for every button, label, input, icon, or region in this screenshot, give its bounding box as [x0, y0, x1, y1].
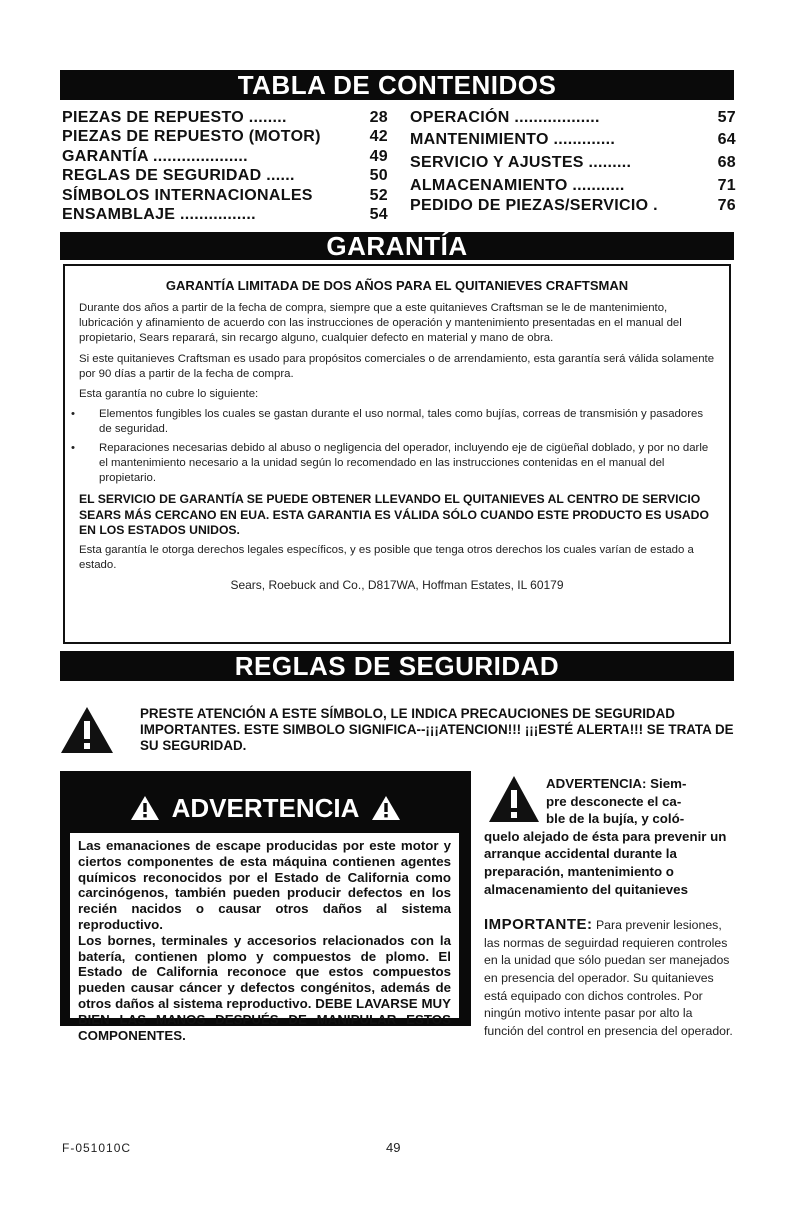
toc-entry-label: PIEZAS DE REPUESTO (MOTOR): [62, 128, 321, 146]
toc-entry-page: 71: [717, 177, 736, 195]
attention-text: PRESTE ATENCIÓN A ESTE SÍMBOLO, LE INDICA PRECAUCIONES DE SEGURIDAD IMPORTANTES. ESTE SIMBOLO SIGNIFICA--¡¡¡ATENCION!!! ¡¡¡ESTÉ ALERTA!!! SE TRATA DE SU SEGURIDAD.: [140, 706, 734, 753]
warning-line: ADVERTENCIA: Siem-: [546, 776, 687, 791]
warranty-title: GARANTÍA LIMITADA DE DOS AÑOS PARA EL QUITANIEVES CRAFTSMAN: [165, 278, 629, 293]
toc-entry-page: 68: [717, 154, 736, 172]
toc-entry[interactable]: [62, 205, 388, 224]
toc-entry-label: SERVICIO Y AJUSTES .........: [410, 154, 632, 172]
document-code: F-051010C: [62, 1141, 132, 1155]
importante-paragraph: [484, 916, 734, 1040]
advertencia-body: [70, 833, 459, 1043]
warning-triangle-icon: [371, 795, 401, 821]
toc-entry-page: 50: [369, 167, 388, 185]
advertencia-heading-row: [60, 793, 471, 823]
toc-entry-label: GARANTÍA ....................: [62, 147, 248, 165]
toc-entry[interactable]: [410, 108, 736, 127]
toc-entry[interactable]: [410, 196, 736, 215]
toc-entry-label: SÍMBOLOS INTERNACIONALES: [62, 186, 313, 204]
advertencia-heading: ADVERTENCIA: [171, 793, 360, 823]
toc-entry-page: 64: [717, 131, 736, 149]
warranty-banner: GARANTÍA: [60, 232, 734, 260]
toc-entry[interactable]: [410, 127, 736, 149]
warranty-paragraph: Si este quitanieves Craftsman es usado para propósitos comerciales o de arrendamiento, esta garantía será válida solamente por 90 días a partir de la fecha de compra.: [79, 352, 715, 380]
page-number: 49: [386, 1140, 401, 1155]
toc-entry-page: 52: [369, 186, 388, 204]
toc-entry-label: PIEZAS DE REPUESTO ........: [62, 109, 287, 126]
toc-entry-page: 76: [717, 196, 736, 214]
toc-entry-label: PEDIDO DE PIEZAS/SERVICIO .: [410, 196, 658, 214]
warranty-service-notice: EL SERVICIO DE GARANTÍA SE PUEDE OBTENER LLEVANDO EL QUITANIEVES AL CENTRO DE SERVICIO SEARS MÁS CERCANO EN EUA. ESTA GARANTIA ES VÁLIDA SÓLO CUANDO ESTE PRODUCTO ES USADO EN LOS ESTADOS UNIDOS.: [79, 492, 709, 538]
advertencia-paragraph: Los bornes, terminales y accesorios relacionados con la batería, contienen plomo y compuestos de plomo. El Estado de California reconoce que estos compuestos pueden causar cáncer y defectos congénitos, además de otros daños al sistema reproductivo. DEBE LAVARSE MUY BIEN LAS MANOS DESPUÉS DE MANIPULAR ESTOS COMPONENTES.: [78, 932, 451, 1043]
warning-line: pre desconecte el ca-: [546, 793, 682, 809]
advertencia-paragraph: Las emanaciones de escape producidas por este motor y ciertos componentes de esta máquina contienen agentes químicos reconocidos por el Estado de California como carcinógenos, también pueden producir defectos en los recién nacidos o causar otros daños al sistema reproductivo.: [78, 838, 451, 932]
toc-entry-label: ALMACENAMIENTO ...........: [410, 177, 625, 195]
toc-entry-page: 42: [369, 128, 388, 146]
warning-triangle-icon: [488, 775, 540, 823]
toc-entry-label: ENSAMBLAJE ................: [62, 205, 256, 223]
toc-entry-label: MANTENIMIENTO .............: [410, 131, 616, 149]
toc-entry[interactable]: [62, 108, 388, 127]
toc-entry-page: 54: [369, 205, 388, 223]
safety-banner: REGLAS DE SEGURIDAD: [60, 651, 734, 681]
toc-entry-label: OPERACIÓN ..................: [410, 109, 600, 126]
toc-banner: TABLA DE CONTENIDOS: [60, 70, 734, 100]
toc-entry[interactable]: [410, 176, 736, 195]
right-column: [484, 775, 734, 1040]
warranty-paragraph: Esta garantía le otorga derechos legales específicos, y es posible que tenga otros derechos los cuales varían de estado a estado.: [79, 544, 694, 572]
warranty-paragraph: Durante dos años a partir de la fecha de compra, siempre que a este quitanieves Craftsman se le de mantenimiento, lubricación y afinamiento de acuerdo con las instrucciones de operación y mantenimiento presentadas en el manual del propietario, Sears reparará, sin recargo alguno, cualquier defecto en material y mano de obra.: [79, 302, 682, 345]
list-item: • Elementos fungibles los cuales se gastan durante el uso normal, tales como bujías, correas de transmisión y pasadores de seguridad.: [79, 407, 715, 437]
list-item: • Reparaciones necesarias debido al abuso o negligencia del operador, incluyendo eje de cigüeñal doblado, y por no darle el mantenimiento necesario a la unidad según lo recomendado en las instrucciones contenidas en el manual del propietario.: [79, 441, 715, 487]
toc-entry-label: REGLAS DE SEGURIDAD ......: [62, 167, 295, 185]
warranty-paragraph: Esta garantía no cubre lo siguiente:: [79, 388, 259, 401]
warranty-address: Sears, Roebuck and Co., D817WA, Hoffman Estates, IL 60179: [230, 578, 564, 593]
toc-entry-page: 49: [369, 147, 388, 165]
warning-line: quelo alejado de ésta para prevenir un arranque accidental durante la preparación, mantenimiento o almacenamiento del quitanieves: [484, 828, 727, 897]
warning-triangle-icon: [130, 795, 160, 821]
toc-entry[interactable]: [62, 166, 388, 185]
toc-entry-page: 57: [717, 109, 736, 126]
toc-left-column: [62, 108, 388, 224]
warranty-box: [63, 264, 731, 644]
toc-right-column: [410, 108, 736, 215]
toc-entry[interactable]: [62, 186, 388, 205]
toc-entry[interactable]: [410, 149, 736, 176]
warranty-exclusions-list: [79, 407, 715, 486]
importante-text: Para prevenir lesiones, las normas de seguirdad requieren controles en la unidad que sólo puedan ser manejados en presencia del operador. Su quitanieves está equipado con dichos controles. Por ningún motivo intente pasar por alto la función del control en presencia del operador.: [484, 918, 733, 1038]
warning-line: ble de la bujía, y coló-: [546, 811, 685, 827]
importante-label: IMPORTANTE:: [484, 916, 593, 934]
warning-triangle-icon: [60, 706, 114, 754]
toc-entry-page: 28: [369, 109, 388, 126]
toc-entry[interactable]: [62, 147, 388, 166]
advertencia-panel: [60, 771, 471, 1043]
toc-entry[interactable]: [62, 127, 388, 146]
